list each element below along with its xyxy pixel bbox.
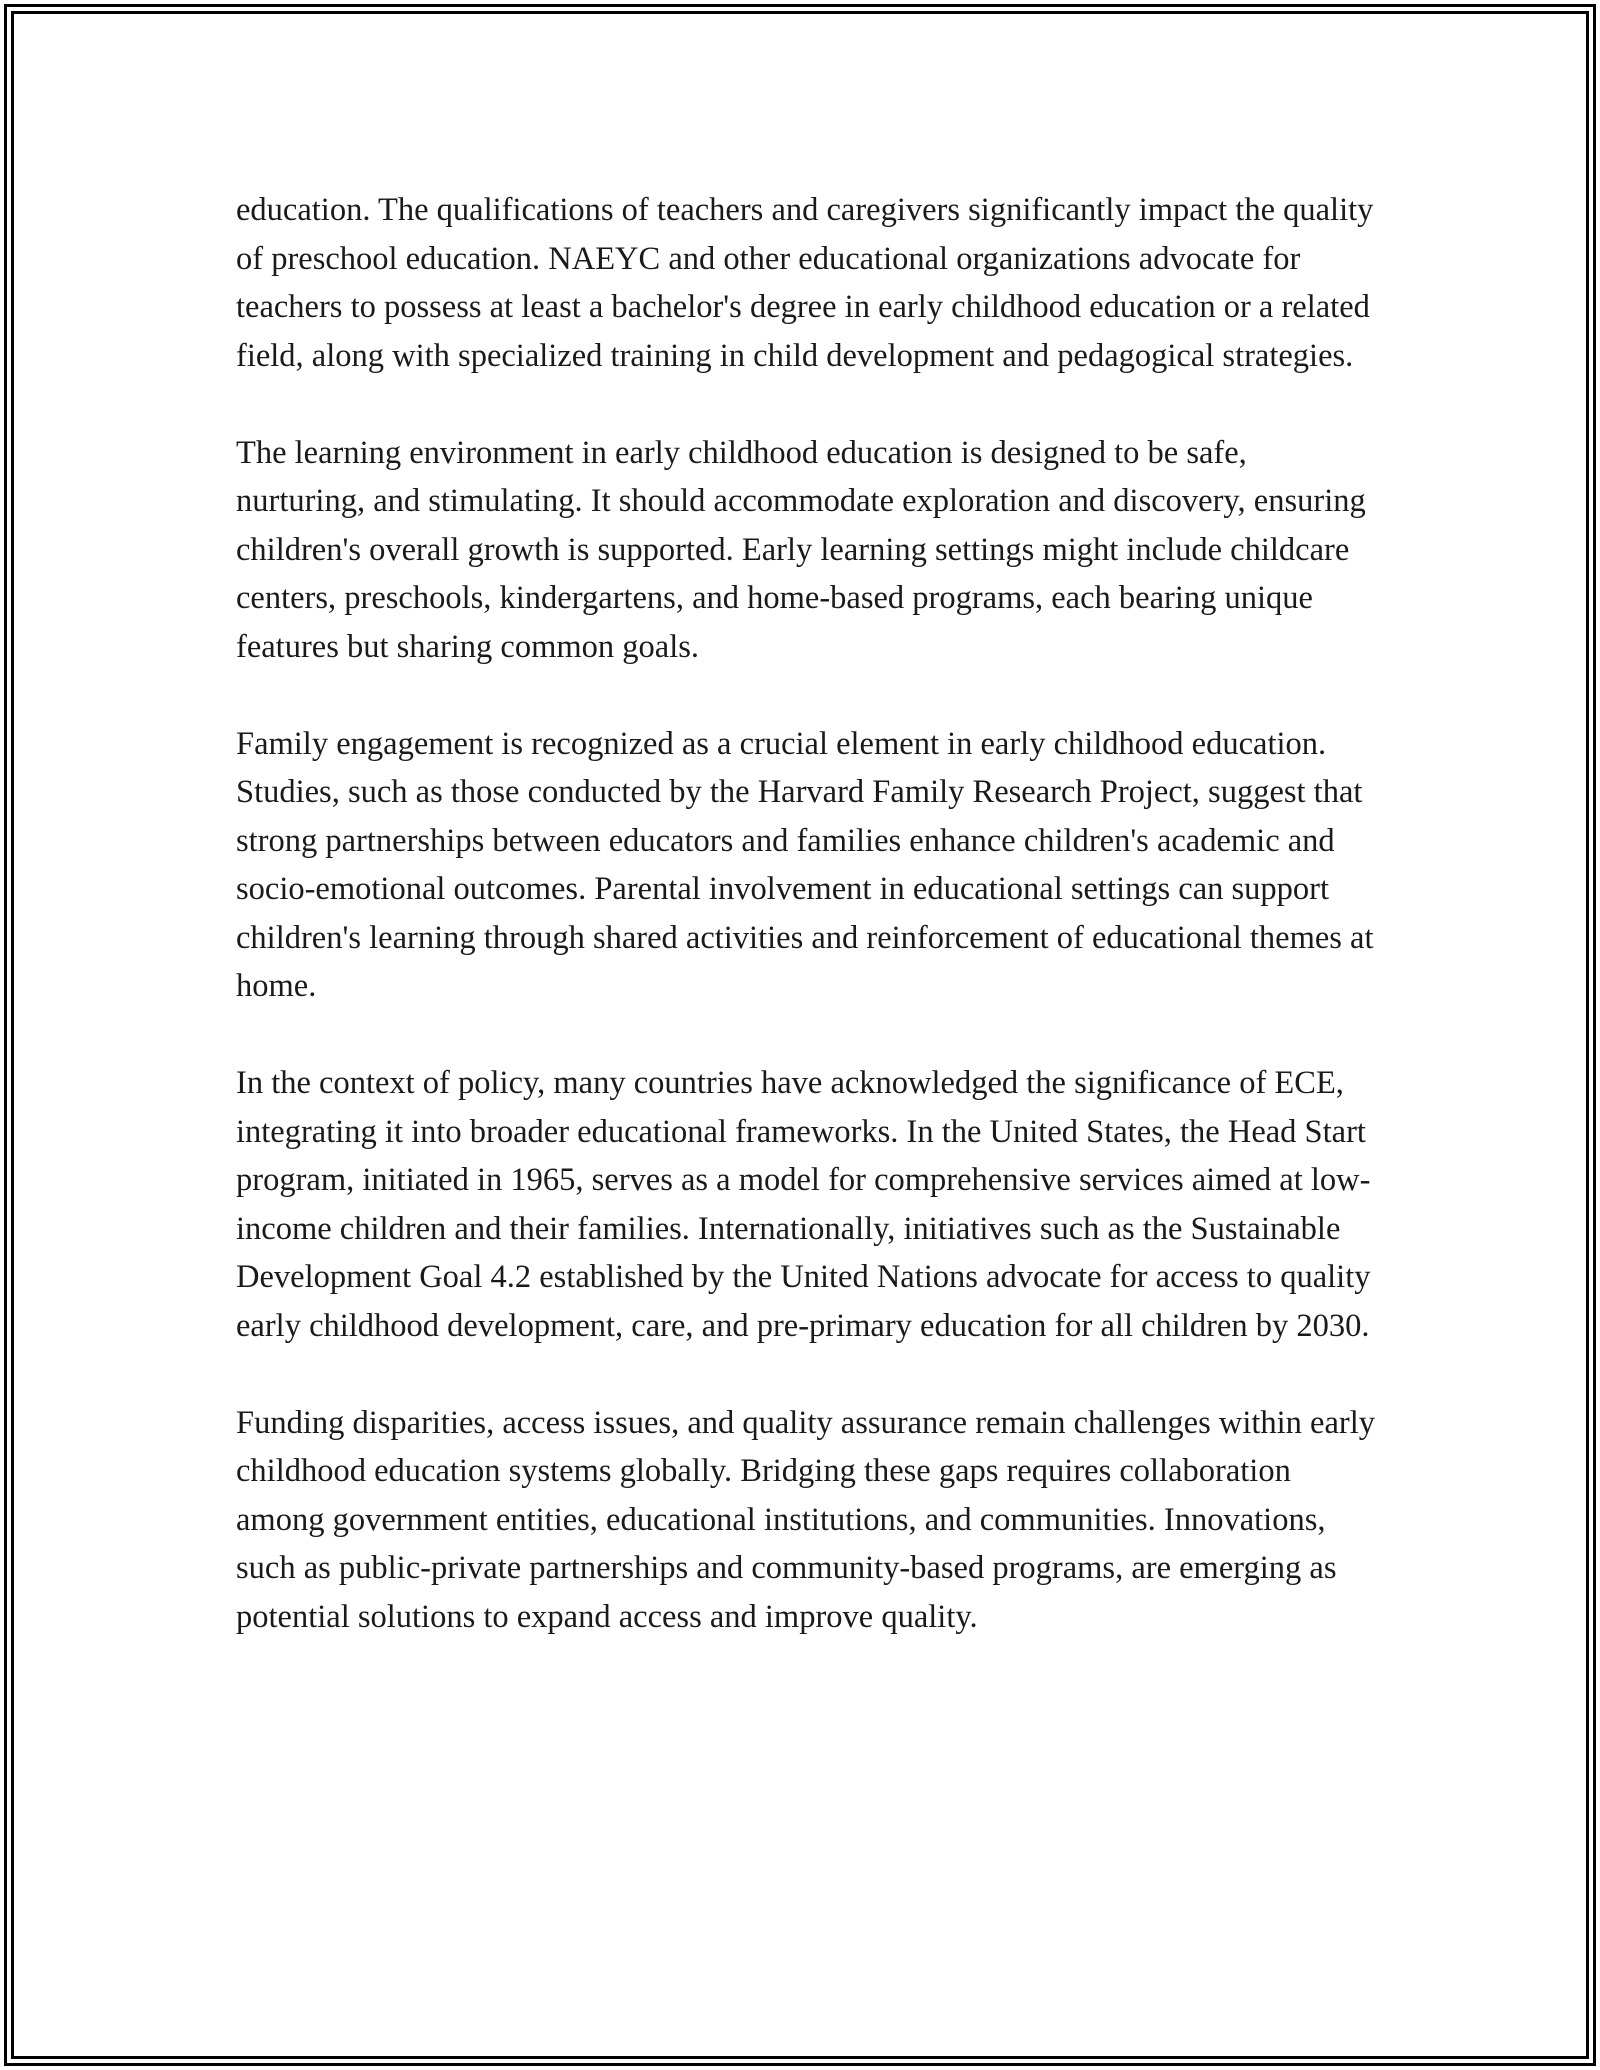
paragraph-teacher-qualifications: education. The qualifications of teachers and caregivers significantly impact the quality of preschool education. NAEYC and other educational organizations advocate for teachers to possess at least a bachelor's degree in early childhood education or a related field, along with specialized training in child development and pedagogical strategies.: [236, 192, 1374, 374]
document-body: [236, 186, 1376, 1641]
paragraph-policy-context: In the context of policy, many countries have acknowledged the significance of ECE, integrating it into broader educational frameworks. In the United States, the Head Start program, initiated in 1965, serves as a model for comprehensive services aimed at low-income children and their families. Internationally, initiatives such as the Sustainable Development Goal 4.2 established by the United Nations advocate for access to quality early childhood development, care, and pre-primary education for all children by 2030.: [236, 1065, 1371, 1344]
paragraph-learning-environment: The learning environment in early childhood education is designed to be safe, nurturing, and stimulating. It should accommodate exploration and discovery, ensuring children's overall growth is supported. Early learning settings might include childcare centers, preschools, kindergartens, and home-based programs, each bearing unique features but sharing common goals.: [236, 434, 1366, 665]
paragraph-funding-challenges: Funding disparities, access issues, and quality assurance remain challenges within early childhood education systems globally. Bridging these gaps requires collaboration among government entities, educational institutions, and communities. Innovations, such as public-private partnerships and community-based programs, are emerging as potential solutions to expand access and improve quality.: [236, 1404, 1375, 1635]
paragraph-family-engagement: Family engagement is recognized as a crucial element in early childhood education. Studies, such as those conducted by the Harvard Family Research Project, suggest that strong partnerships between educators and families enhance children's academic and socio-emotional outcomes. Parental involvement in educational settings can support children's learning through shared activities and reinforcement of educational themes at home.: [236, 725, 1374, 1004]
